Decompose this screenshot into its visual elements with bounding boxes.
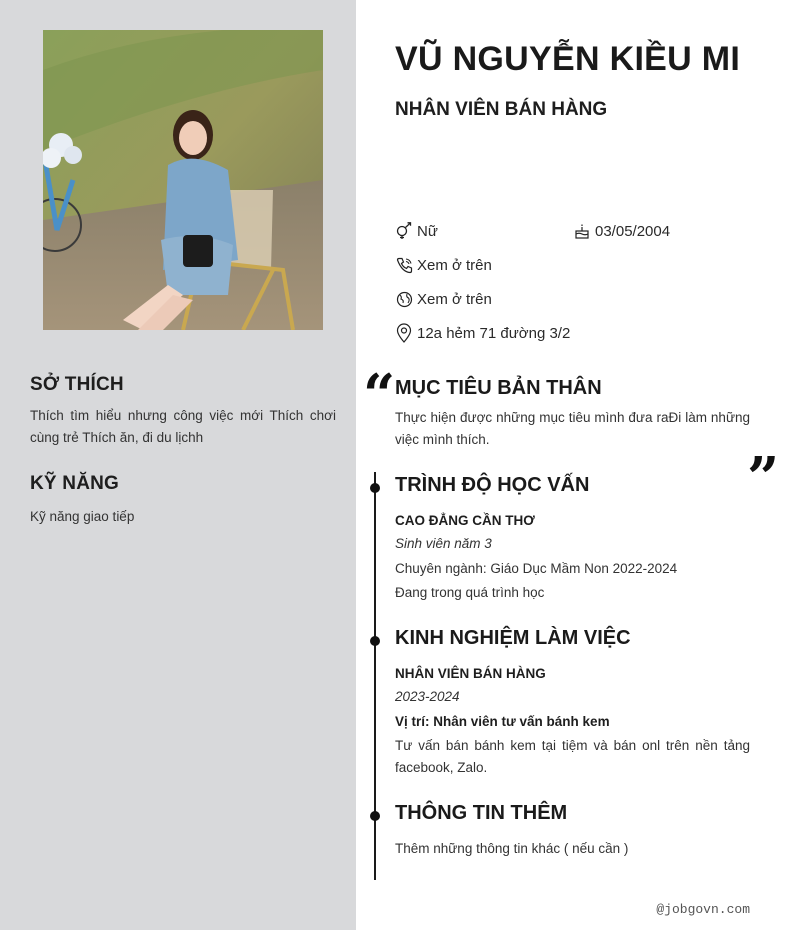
candidate-name: VŨ NGUYỄN KIỀU MI bbox=[395, 40, 741, 78]
hobbies-text: Thích tìm hiểu nhưng công việc mới Thích chơi cùng trẻ Thích ăn, đi du lịchh bbox=[30, 408, 336, 445]
skills-text: Kỹ năng giao tiếp bbox=[30, 509, 135, 524]
education-status: Sinh viên năm 3 bbox=[395, 536, 492, 551]
website-value: Xem ở trên bbox=[417, 290, 492, 308]
objective-text: Thực hiện được những mục tiêu mình đưa raĐi làm những việc mình thích. bbox=[395, 410, 750, 447]
open-quote-icon: “ bbox=[363, 362, 396, 428]
profile-photo-image bbox=[43, 30, 323, 330]
hobbies-heading: SỞ THÍCH bbox=[30, 374, 124, 395]
additional-heading: THÔNG TIN THÊM bbox=[395, 802, 568, 824]
phone-row bbox=[395, 253, 492, 277]
birthday-value: 03/05/2004 bbox=[595, 222, 671, 240]
experience-role: NHÂN VIÊN BÁN HÀNG bbox=[395, 666, 546, 681]
birthday-row bbox=[573, 219, 670, 243]
education-major: Chuyên ngành: Giáo Dục Mầm Non 2022-2024 bbox=[395, 561, 678, 576]
profile-photo bbox=[43, 30, 323, 330]
sidebar bbox=[0, 0, 356, 930]
timeline-dot-experience bbox=[370, 636, 380, 646]
address-value: 12a hẻm 71 đường 3/2 bbox=[417, 324, 571, 342]
phone-value: Xem ở trên bbox=[417, 256, 492, 274]
timeline-dot-education bbox=[370, 483, 380, 493]
skills-heading: KỸ NĂNG bbox=[30, 473, 120, 494]
experience-period: 2023-2024 bbox=[395, 689, 460, 704]
experience-position: Vị trí: Nhân viên tư vấn bánh kem bbox=[395, 714, 610, 729]
objective-heading: MỤC TIÊU BẢN THÂN bbox=[395, 377, 602, 399]
location-pin-icon bbox=[395, 323, 413, 343]
watermark: @jobgovn.com bbox=[656, 902, 750, 917]
additional-text: Thêm những thông tin khác ( nếu cần ) bbox=[395, 841, 629, 856]
experience-heading: KINH NGHIỆM LÀM VIỆC bbox=[395, 627, 631, 649]
gender-value: Nữ bbox=[417, 222, 438, 240]
education-progress: Đang trong quá trình học bbox=[395, 585, 545, 600]
gender-row bbox=[395, 219, 438, 243]
education-school: CAO ĐẲNG CẦN THƠ bbox=[395, 513, 535, 528]
gender-icon bbox=[395, 221, 413, 241]
timeline-dot-additional bbox=[370, 811, 380, 821]
close-quote-icon: ” bbox=[747, 445, 780, 511]
address-row bbox=[395, 321, 570, 345]
education-heading: TRÌNH ĐỘ HỌC VẤN bbox=[395, 474, 590, 496]
website-row bbox=[395, 287, 492, 311]
experience-description: Tư vấn bán bánh kem tại tiệm và bán onl trên nền tảng facebook, Zalo. bbox=[395, 738, 750, 775]
cake-icon bbox=[573, 221, 591, 241]
globe-icon bbox=[395, 289, 413, 309]
phone-icon bbox=[395, 255, 413, 275]
job-title: NHÂN VIÊN BÁN HÀNG bbox=[395, 99, 608, 120]
